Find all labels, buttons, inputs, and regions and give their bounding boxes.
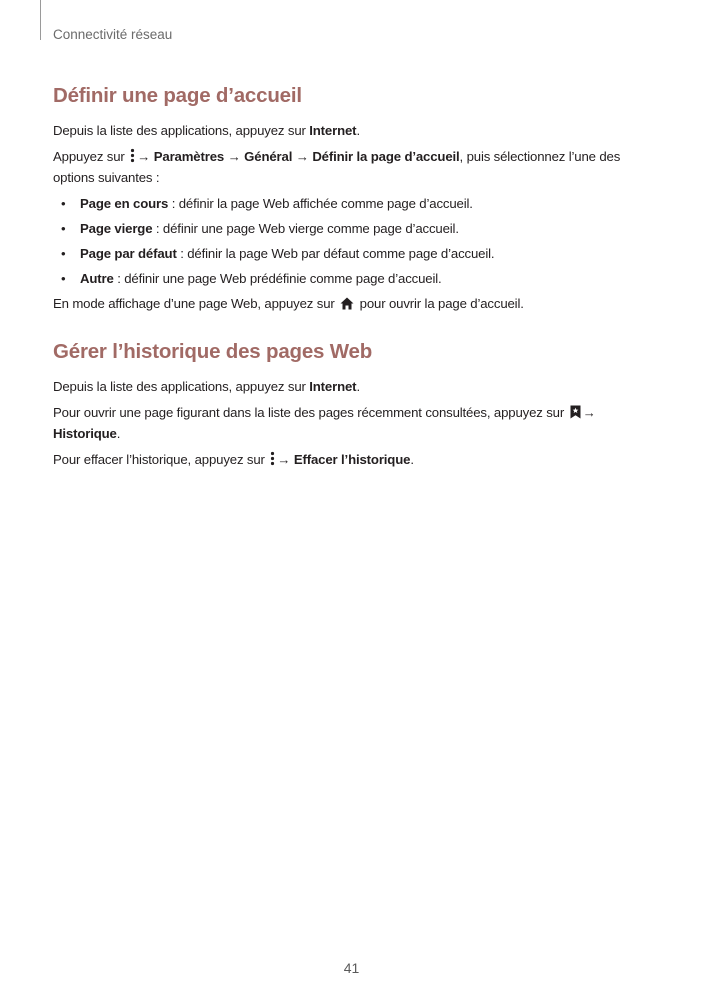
- paragraph-set-homepage: Appuyez sur → Paramètres → Général → Définir la page d’accueil, puis sélectionnez l’une des options suivantes :: [53, 149, 621, 185]
- paragraph-open-history: Pour ouvrir une page figurant dans la liste des pages récemment consultées, appuyez sur → Historique.: [53, 405, 596, 441]
- paragraph-clear-history: Pour effacer l’historique, appuyez sur → Effacer l’historique.: [53, 450, 653, 471]
- section-title-homepage: Définir une page d’accueil: [53, 84, 302, 107]
- page-number: 41: [343, 960, 360, 976]
- chapter-header: Connectivité réseau: [53, 27, 173, 42]
- paragraph-open-internet: Depuis la liste des applications, appuyez sur Internet.: [53, 123, 360, 138]
- more-options-icon: [130, 148, 135, 168]
- page-content: [53, 84, 653, 478]
- list-item: • Page vierge : définir une page Web vierge comme page d’accueil.: [61, 221, 459, 236]
- section-title-history: Gérer l’historique des pages Web: [53, 340, 373, 363]
- more-options-icon: [270, 451, 275, 471]
- list-item: • Autre : définir une page Web prédéfinie comme page d’accueil.: [61, 271, 442, 286]
- app-name: Internet: [309, 379, 357, 394]
- bookmark-icon: [570, 405, 581, 424]
- home-icon: [340, 296, 354, 315]
- homepage-options-list: [53, 194, 653, 288]
- list-item: • Page en cours : définir la page Web affichée comme page d’accueil.: [61, 196, 473, 211]
- paragraph-open-internet-2: Depuis la liste des applications, appuyez sur Internet.: [53, 379, 360, 394]
- section-history: [53, 340, 653, 471]
- paragraph-open-homepage: En mode affichage d’une page Web, appuyez sur pour ouvrir la page d’accueil.: [53, 294, 653, 315]
- app-name: Internet: [309, 123, 357, 138]
- list-item: • Page par défaut : définir la page Web par défaut comme page d’accueil.: [61, 246, 495, 261]
- header-divider: [40, 0, 41, 40]
